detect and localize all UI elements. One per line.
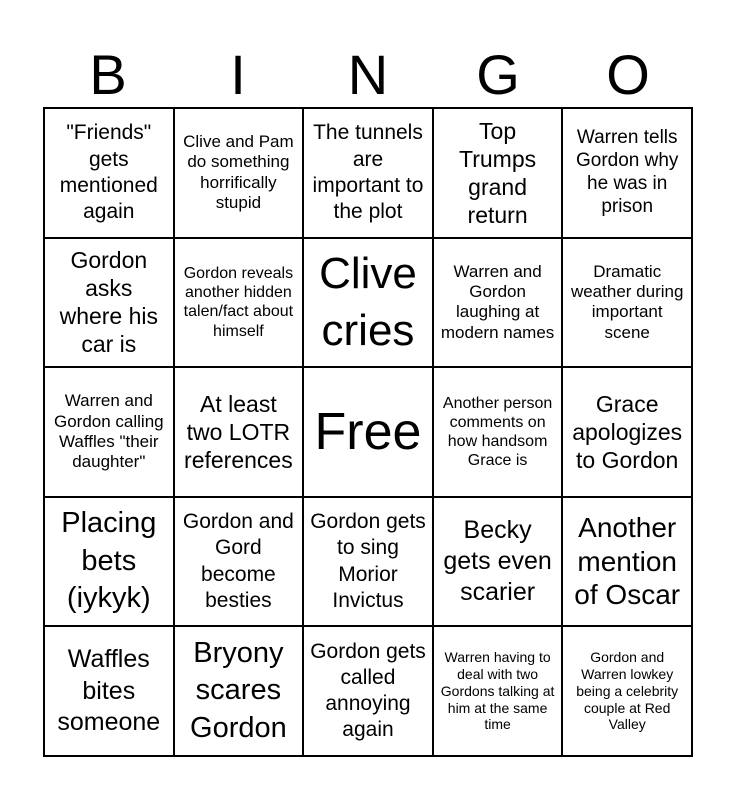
bingo-cell[interactable]: Dramatic weather during important scene xyxy=(562,238,692,368)
bingo-cell[interactable]: Gordon gets called annoying again xyxy=(303,626,433,756)
bingo-header xyxy=(43,40,693,108)
bingo-cell[interactable]: Gordon and Warren lowkey being a celebrity couple at Red Valley xyxy=(562,626,692,756)
bingo-cell[interactable]: "Friends" gets mentioned again xyxy=(44,108,174,238)
bingo-cell[interactable]: Top Trumps grand return xyxy=(433,108,563,238)
bingo-cell[interactable]: Clive cries xyxy=(303,238,433,368)
bingo-cell[interactable]: Clive and Pam do something horrifically stupid xyxy=(174,108,304,238)
bingo-cell[interactable]: Warren having to deal with two Gordons talking at him at the same time xyxy=(433,626,563,756)
bingo-cell[interactable]: Another mention of Oscar xyxy=(562,497,692,627)
bingo-cell[interactable]: Warren and Gordon laughing at modern names xyxy=(433,238,563,368)
bingo-cell[interactable]: At least two LOTR references xyxy=(174,367,304,497)
header-letter-b: B xyxy=(89,42,127,106)
bingo-cell[interactable]: Grace apologizes to Gordon xyxy=(562,367,692,497)
bingo-cell[interactable]: Gordon gets to sing Morior Invictus xyxy=(303,497,433,627)
bingo-board xyxy=(43,107,693,757)
free-space[interactable]: Free xyxy=(303,367,433,497)
header-letter-g: G xyxy=(476,42,520,106)
bingo-cell[interactable]: Waffles bites someone xyxy=(44,626,174,756)
header-letter-i: I xyxy=(230,42,246,106)
header-letter-o: O xyxy=(606,42,650,106)
bingo-cell[interactable]: Warren tells Gordon why he was in prison xyxy=(562,108,692,238)
bingo-cell[interactable]: Gordon asks where his car is xyxy=(44,238,174,368)
header-letter-n: N xyxy=(347,42,389,106)
bingo-cell[interactable]: Placing bets (iykyk) xyxy=(44,497,174,627)
bingo-cell[interactable]: Warren and Gordon calling Waffles "their daughter" xyxy=(44,367,174,497)
bingo-cell[interactable]: Gordon and Gord become besties xyxy=(174,497,304,627)
bingo-cell[interactable]: Another person comments on how handsom Grace is xyxy=(433,367,563,497)
bingo-cell[interactable]: Gordon reveals another hidden talen/fact about himself xyxy=(174,238,304,368)
bingo-cell[interactable]: The tunnels are important to the plot xyxy=(303,108,433,238)
bingo-cell[interactable]: Bryony scares Gordon xyxy=(174,626,304,756)
bingo-cell[interactable]: Becky gets even scarier xyxy=(433,497,563,627)
